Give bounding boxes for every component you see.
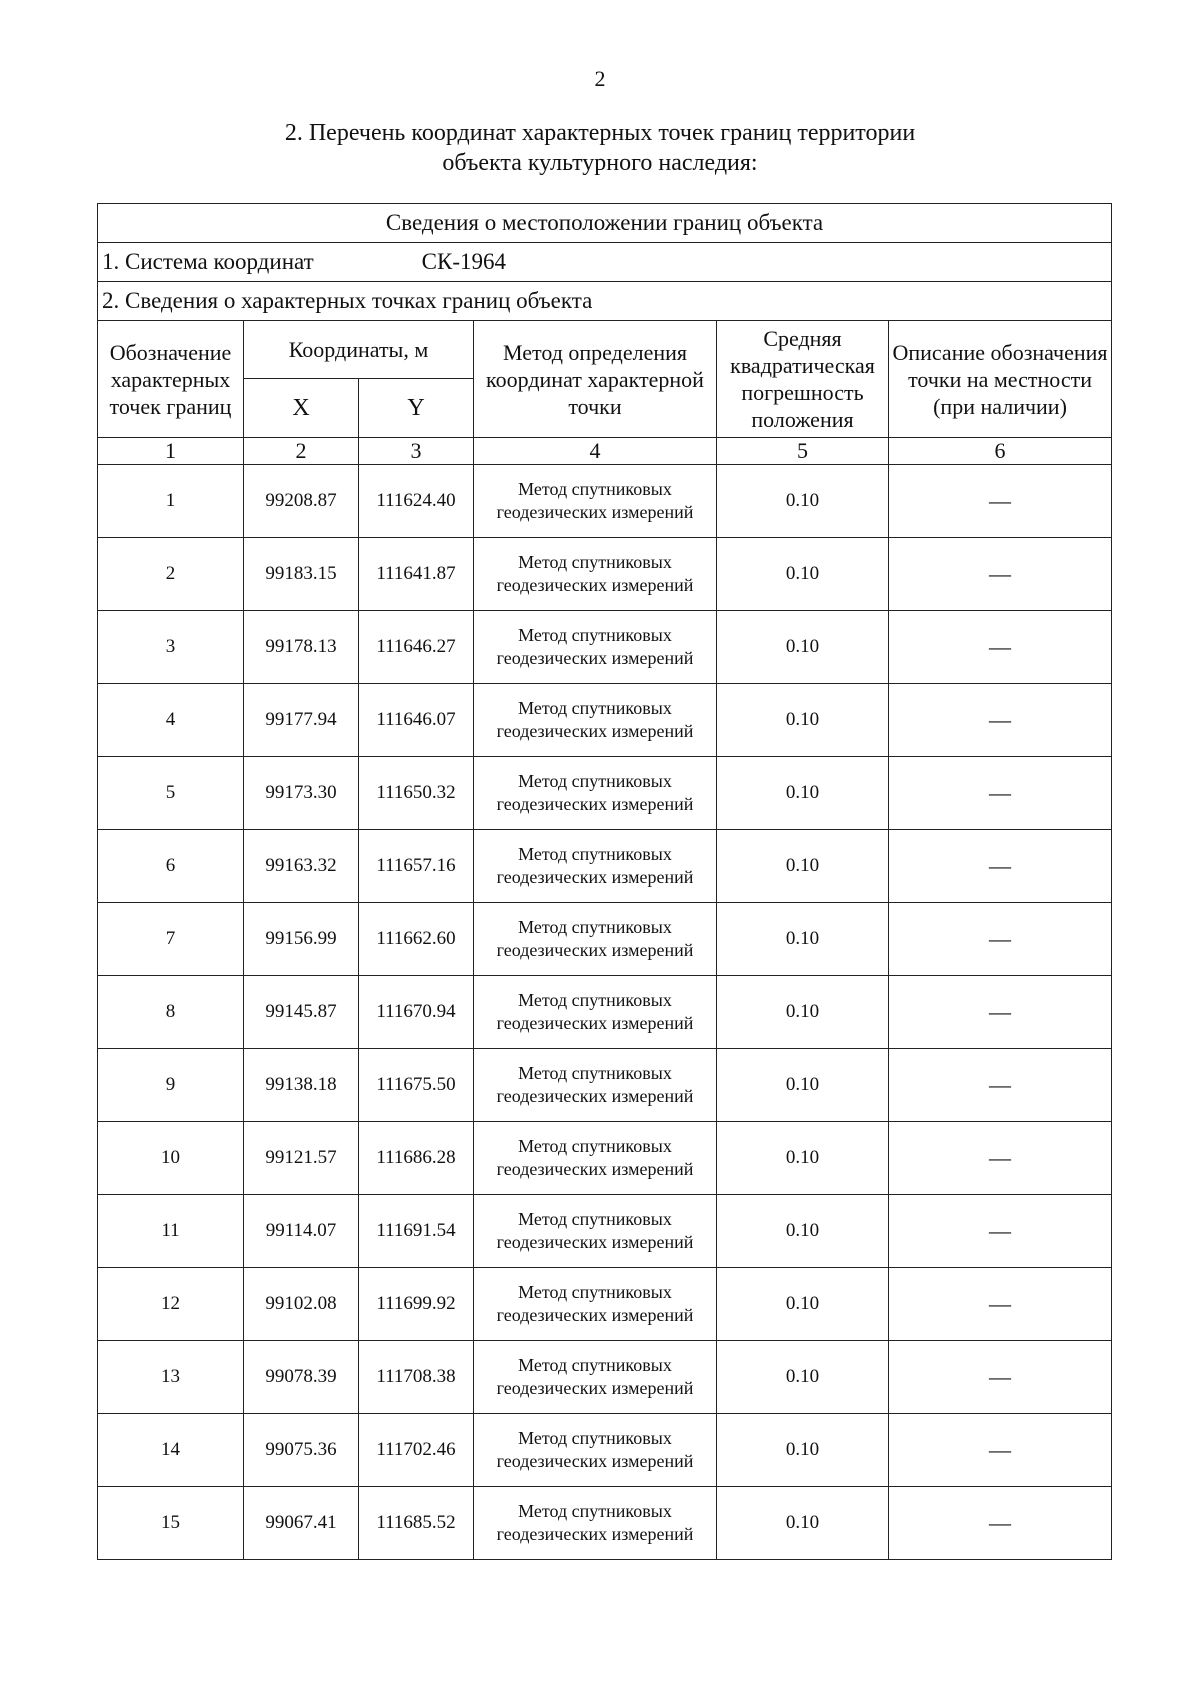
description-cell: —: [889, 903, 1112, 976]
description-cell: —: [889, 757, 1112, 830]
y-coordinate-cell: 111675.50: [359, 1049, 474, 1122]
header-x: X: [244, 379, 359, 438]
point-number-cell: 6: [98, 830, 244, 903]
error-cell: 0.10: [717, 611, 889, 684]
point-number-cell: 1: [98, 465, 244, 538]
method-cell: Метод спутниковых геодезических измерений: [474, 830, 717, 903]
point-number-cell: 14: [98, 1414, 244, 1487]
y-coordinate-cell: 111650.32: [359, 757, 474, 830]
y-coordinate-cell: 111646.07: [359, 684, 474, 757]
table-row: [98, 830, 1112, 903]
header-designation: Обозначение характерных точек границ: [98, 321, 244, 438]
description-cell: —: [889, 1195, 1112, 1268]
y-coordinate-cell: 111662.60: [359, 903, 474, 976]
method-cell: Метод спутниковых геодезических измерений: [474, 465, 717, 538]
coordinates-table: [97, 203, 1112, 1560]
header-method: Метод определения координат характерной точки: [474, 321, 717, 438]
description-cell: —: [889, 1341, 1112, 1414]
y-coordinate-cell: 111657.16: [359, 830, 474, 903]
table-row: [98, 1268, 1112, 1341]
error-cell: 0.10: [717, 1268, 889, 1341]
description-cell: —: [889, 1414, 1112, 1487]
method-cell: Метод спутниковых геодезических измерений: [474, 1487, 717, 1560]
x-coordinate-cell: 99177.94: [244, 684, 359, 757]
y-coordinate-cell: 111702.46: [359, 1414, 474, 1487]
point-number-cell: 2: [98, 538, 244, 611]
coordinate-system-row: [98, 243, 1112, 282]
description-cell: —: [889, 976, 1112, 1049]
table-row: [98, 757, 1112, 830]
point-number-cell: 15: [98, 1487, 244, 1560]
x-coordinate-cell: 99138.18: [244, 1049, 359, 1122]
column-number: 5: [717, 438, 889, 465]
description-cell: —: [889, 1487, 1112, 1560]
method-cell: Метод спутниковых геодезических измерений: [474, 1268, 717, 1341]
error-cell: 0.10: [717, 1049, 889, 1122]
table-row: [98, 1414, 1112, 1487]
description-cell: —: [889, 1268, 1112, 1341]
x-coordinate-cell: 99208.87: [244, 465, 359, 538]
header-description: Описание обозначения точки на местности (при наличии): [889, 321, 1112, 438]
column-number-row: [98, 438, 1112, 465]
points-info-label: 2. Сведения о характерных точках границ объекта: [98, 282, 1112, 321]
column-number: 6: [889, 438, 1112, 465]
y-coordinate-cell: 111641.87: [359, 538, 474, 611]
coordinate-system-label: 1. Система координат: [102, 249, 314, 274]
method-cell: Метод спутниковых геодезических измерений: [474, 757, 717, 830]
page-number: 2: [594, 66, 606, 91]
description-cell: —: [889, 1122, 1112, 1195]
error-cell: 0.10: [717, 1487, 889, 1560]
point-number-cell: 4: [98, 684, 244, 757]
method-cell: Метод спутниковых геодезических измерений: [474, 903, 717, 976]
table-row: [98, 1049, 1112, 1122]
table-row: [98, 1487, 1112, 1560]
x-coordinate-cell: 99078.39: [244, 1341, 359, 1414]
column-number: 3: [359, 438, 474, 465]
error-cell: 0.10: [717, 830, 889, 903]
method-cell: Метод спутниковых геодезических измерений: [474, 1122, 717, 1195]
y-coordinate-cell: 111685.52: [359, 1487, 474, 1560]
point-number-cell: 11: [98, 1195, 244, 1268]
description-cell: —: [889, 611, 1112, 684]
x-coordinate-cell: 99173.30: [244, 757, 359, 830]
x-coordinate-cell: 99102.08: [244, 1268, 359, 1341]
description-cell: —: [889, 1049, 1112, 1122]
x-coordinate-cell: 99163.32: [244, 830, 359, 903]
method-cell: Метод спутниковых геодезических измерений: [474, 611, 717, 684]
table-row: [98, 538, 1112, 611]
document-title: [0, 118, 1200, 178]
table-row: [98, 684, 1112, 757]
point-number-cell: 5: [98, 757, 244, 830]
description-cell: —: [889, 830, 1112, 903]
error-cell: 0.10: [717, 757, 889, 830]
table-row: [98, 976, 1112, 1049]
y-coordinate-cell: 111691.54: [359, 1195, 474, 1268]
header-y: Y: [359, 379, 474, 438]
error-cell: 0.10: [717, 465, 889, 538]
error-cell: 0.10: [717, 684, 889, 757]
x-coordinate-cell: 99178.13: [244, 611, 359, 684]
error-cell: 0.10: [717, 1414, 889, 1487]
table-row: [98, 465, 1112, 538]
y-coordinate-cell: 111646.27: [359, 611, 474, 684]
table-row: [98, 1195, 1112, 1268]
y-coordinate-cell: 111708.38: [359, 1341, 474, 1414]
table-row: [98, 1122, 1112, 1195]
table-row: [98, 903, 1112, 976]
point-number-cell: 12: [98, 1268, 244, 1341]
method-cell: Метод спутниковых геодезических измерений: [474, 684, 717, 757]
column-number: 2: [244, 438, 359, 465]
point-number-cell: 9: [98, 1049, 244, 1122]
x-coordinate-cell: 99156.99: [244, 903, 359, 976]
point-number-cell: 10: [98, 1122, 244, 1195]
method-cell: Метод спутниковых геодезических измерений: [474, 538, 717, 611]
point-number-cell: 7: [98, 903, 244, 976]
x-coordinate-cell: 99121.57: [244, 1122, 359, 1195]
method-cell: Метод спутниковых геодезических измерений: [474, 1195, 717, 1268]
point-number-cell: 8: [98, 976, 244, 1049]
table-row: [98, 611, 1112, 684]
error-cell: 0.10: [717, 538, 889, 611]
header-error: Средняя квадратическая погрешность положения: [717, 321, 889, 438]
description-cell: —: [889, 684, 1112, 757]
point-number-cell: 13: [98, 1341, 244, 1414]
table-rows: [98, 465, 1112, 1560]
method-cell: Метод спутниковых геодезических измерений: [474, 976, 717, 1049]
header-coordinates: Координаты, м: [244, 321, 474, 379]
x-coordinate-cell: 99075.36: [244, 1414, 359, 1487]
title-line-2: объекта культурного наследия:: [442, 150, 758, 176]
method-cell: Метод спутниковых геодезических измерений: [474, 1341, 717, 1414]
y-coordinate-cell: 111624.40: [359, 465, 474, 538]
point-number-cell: 3: [98, 611, 244, 684]
x-coordinate-cell: 99067.41: [244, 1487, 359, 1560]
table-row: [98, 1341, 1112, 1414]
description-cell: —: [889, 538, 1112, 611]
error-cell: 0.10: [717, 976, 889, 1049]
y-coordinate-cell: 111699.92: [359, 1268, 474, 1341]
column-number: 1: [98, 438, 244, 465]
x-coordinate-cell: 99114.07: [244, 1195, 359, 1268]
error-cell: 0.10: [717, 1341, 889, 1414]
error-cell: 0.10: [717, 903, 889, 976]
method-cell: Метод спутниковых геодезических измерений: [474, 1414, 717, 1487]
coordinate-system-value: СК-1964: [421, 249, 507, 274]
error-cell: 0.10: [717, 1122, 889, 1195]
x-coordinate-cell: 99145.87: [244, 976, 359, 1049]
table-caption: Сведения о местоположении границ объекта: [98, 204, 1112, 243]
title-line-1: 2. Перечень координат характерных точек границ территории: [284, 120, 916, 146]
method-cell: Метод спутниковых геодезических измерений: [474, 1049, 717, 1122]
column-number: 4: [474, 438, 717, 465]
description-cell: —: [889, 465, 1112, 538]
error-cell: 0.10: [717, 1195, 889, 1268]
y-coordinate-cell: 111670.94: [359, 976, 474, 1049]
y-coordinate-cell: 111686.28: [359, 1122, 474, 1195]
x-coordinate-cell: 99183.15: [244, 538, 359, 611]
